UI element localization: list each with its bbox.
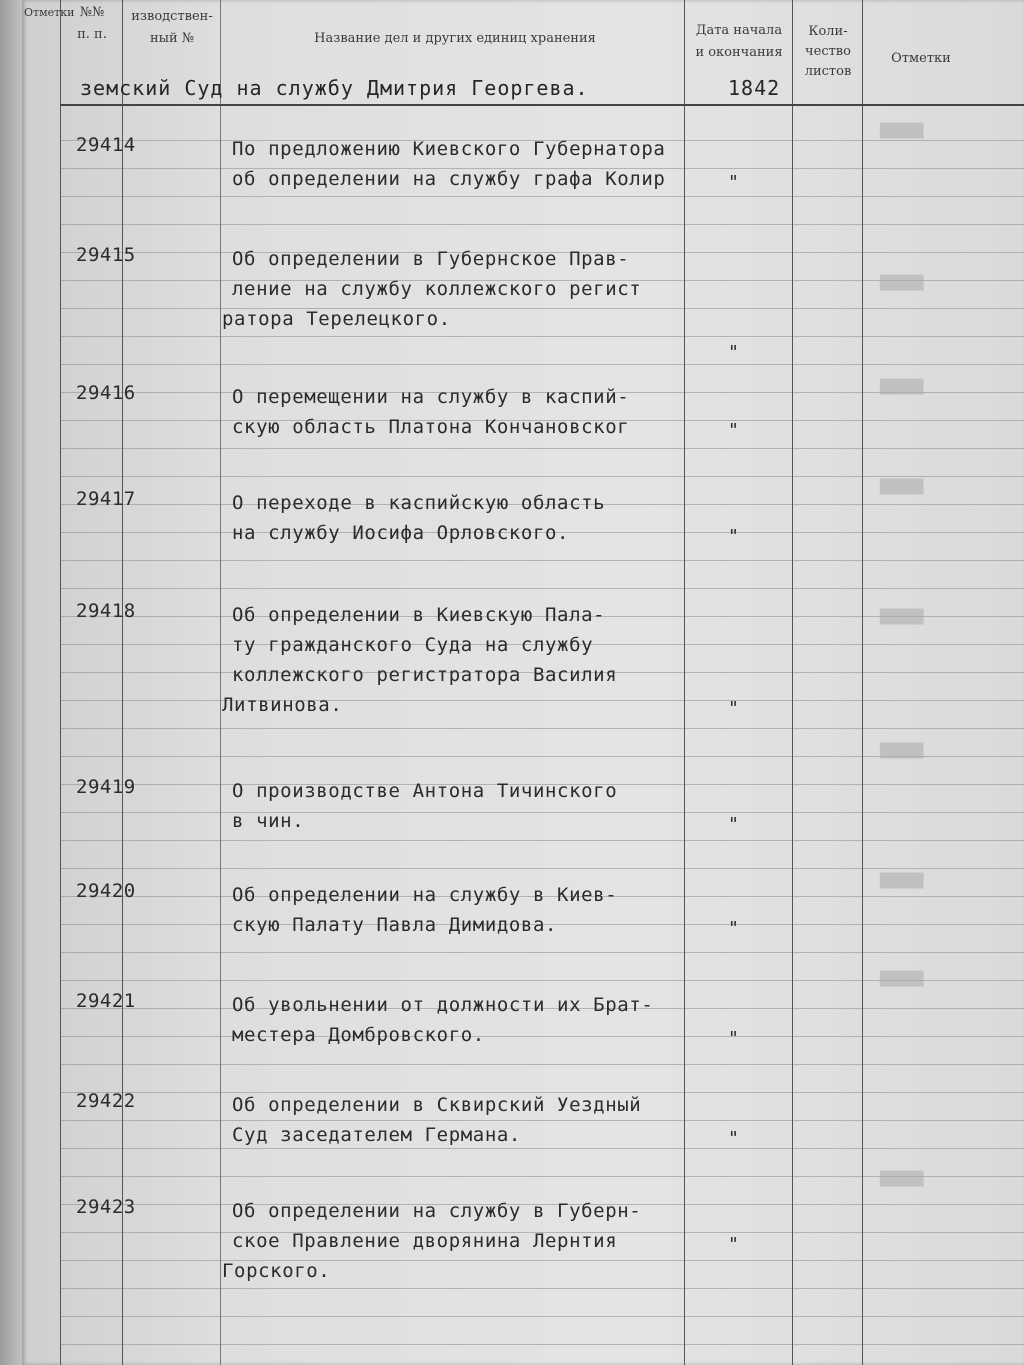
entry-number: 29421 [76, 990, 136, 1012]
bleed-through: ▆▆▆▆ [880, 868, 924, 889]
column-divider [122, 0, 123, 1365]
column-divider [862, 0, 863, 1365]
entry-number: 29420 [76, 880, 136, 902]
carryover-date: 1842 [728, 76, 781, 100]
carryover-line [80, 76, 840, 100]
binding-edge [0, 0, 22, 1365]
entry-description [232, 382, 702, 442]
bleed-through: ▆▆▆▆ [880, 374, 924, 395]
ruled-line [60, 1064, 1024, 1065]
entry-line: О переходе в каспийскую область [232, 492, 606, 514]
entry-number: 29422 [76, 1090, 136, 1112]
ruled-line [60, 1316, 1024, 1317]
carryover-text: земский Суд на службу Дмитрия Георгева. [80, 76, 589, 100]
entry-number: 29414 [76, 134, 136, 156]
entry-line: коллежского регистратора Василия [232, 664, 618, 686]
entry-line: Литвинова. [222, 694, 343, 716]
entry-line: Суд заседателем Германа. [232, 1124, 521, 1146]
column-divider [220, 0, 221, 1365]
header-title: Название дел и других единиц хранения [314, 31, 596, 46]
entry-description [232, 134, 702, 194]
entry-number: 29415 [76, 244, 136, 266]
entry-number: 29417 [76, 488, 136, 510]
entry-line: Об определении в Губернское Прав- [232, 248, 630, 270]
header-sheets: Коли- чество листов [804, 24, 852, 79]
column-divider [60, 0, 61, 1365]
entry-line: По предложению Киевского Губернатора [232, 138, 666, 160]
entry-description [232, 990, 702, 1050]
entry-line: ление на службу коллежского регист [232, 278, 642, 300]
ruled-line [60, 588, 1024, 589]
ruled-line [60, 196, 1024, 197]
header-prod-num: изводствен- ный № [131, 9, 213, 46]
entry-line: Об определении в Киевскую Пала- [232, 604, 606, 626]
entry-number: 29423 [76, 1196, 136, 1218]
entry-line: скую Палату Павла Димидова. [232, 914, 558, 936]
entry-line: Горского. [222, 1260, 331, 1282]
bleed-through: ▆▆▆▆ [880, 604, 924, 625]
entry-date: " [728, 1128, 739, 1149]
ruled-line [60, 560, 1024, 561]
ruled-line [60, 1288, 1024, 1289]
entry-line: местера Домбровского. [232, 1024, 485, 1046]
header-marks-left: Отметки [24, 6, 75, 19]
ruled-line [60, 448, 1024, 449]
entry-line: Об определении в Сквирский Уездный [232, 1094, 642, 1116]
bleed-through: ▆▆▆▆ [880, 270, 924, 291]
bleed-through: ▆▆▆▆ [880, 474, 924, 495]
bleed-through: ▆▆▆▆ [880, 966, 924, 987]
entry-description [232, 880, 702, 940]
entry-date: " [728, 814, 739, 835]
entry-line: Об определении на службу в Киев- [232, 884, 618, 906]
entry-description [222, 244, 702, 334]
ruled-line [60, 336, 1024, 337]
entry-description [232, 488, 702, 548]
column-divider [792, 0, 793, 1365]
entry-description [232, 1090, 702, 1150]
bleed-through: ▆▆▆▆ [880, 118, 924, 139]
entry-line: ское Правление дворянина Лернтия [232, 1230, 618, 1252]
header-rule [60, 104, 1024, 106]
entry-line: в чин. [232, 810, 305, 832]
ruled-line [60, 224, 1024, 225]
entry-line: ратора Терелецкого. [222, 308, 451, 330]
entry-description [222, 1196, 702, 1286]
header-dates: Дата начала и окончания [695, 23, 783, 60]
entry-date: " [728, 526, 739, 547]
ruled-line [60, 728, 1024, 729]
entry-date: " [728, 1028, 739, 1049]
bleed-through: ▆▆▆▆ [880, 738, 924, 759]
ruled-line [60, 840, 1024, 841]
entry-line: ту гражданского Суда на службу [232, 634, 594, 656]
entry-number: 29416 [76, 382, 136, 404]
ruled-line [60, 364, 1024, 365]
entry-description [222, 600, 702, 720]
entry-line: Об определении на службу в Губерн- [232, 1200, 642, 1222]
entry-date: " [728, 1234, 739, 1255]
entry-date: " [728, 918, 739, 939]
entry-line: О производстве Антона Тичинского [232, 780, 618, 802]
entry-number: 29419 [76, 776, 136, 798]
entry-line: об определении на службу графа Колир [232, 168, 666, 190]
entry-date: " [728, 420, 739, 441]
entry-line: скую область Платона Кончановског [232, 416, 630, 438]
entry-number: 29418 [76, 600, 136, 622]
entry-line: О перемещении на службу в каспий- [232, 386, 630, 408]
entry-line: Об увольнении от должности их Брат- [232, 994, 654, 1016]
bleed-through: ▆▆▆▆ [880, 1166, 924, 1187]
entry-date: " [728, 342, 739, 363]
entry-line: на службу Иосифа Орловского. [232, 522, 570, 544]
ruled-line [60, 952, 1024, 953]
ruled-line [60, 1344, 1024, 1345]
entry-date: " [728, 698, 739, 719]
entry-date: " [728, 172, 739, 193]
header-num: №№ п. п. [77, 5, 107, 42]
header-marks: Отметки [891, 51, 951, 66]
entry-description [232, 776, 702, 836]
